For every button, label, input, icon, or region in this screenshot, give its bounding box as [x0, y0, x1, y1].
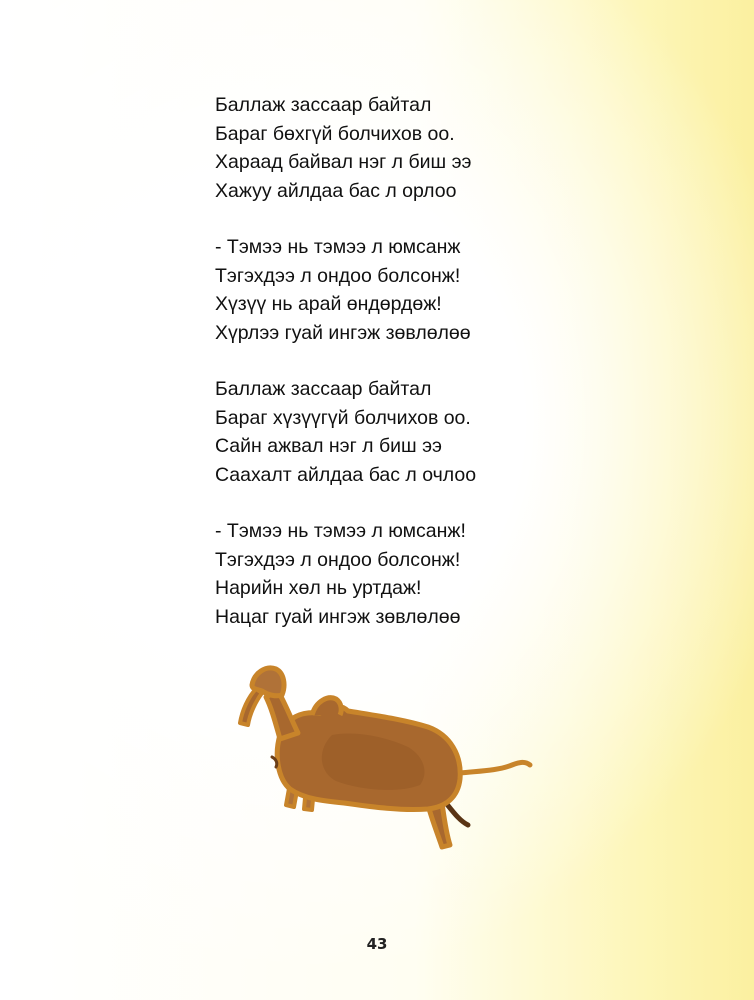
poem-line: Хажуу айлдаа бас л орлоо: [215, 179, 457, 202]
poem-line: Хүрлээ гуай ингэж зөвлөлөө: [215, 321, 471, 344]
poem-line: Бараг бөхгүй болчихов оо.: [215, 122, 455, 145]
camel-back-leg: [446, 803, 468, 825]
stanza: [215, 233, 635, 347]
poem-line: Сайн ажвал нэг л биш ээ: [215, 435, 442, 457]
poem-line: Нарийн хөл нь уртдаж!: [215, 577, 422, 599]
poem-line: Тэгэхдээ л ондоо болсонж!: [215, 264, 461, 287]
poem-line: Хараад байвал нэг л биш ээ: [215, 151, 472, 173]
poem-line: - Тэмээ нь тэмээ л юмсанж: [215, 236, 461, 258]
camel-drawing-icon: [232, 655, 542, 865]
poem: [215, 91, 635, 659]
stanza: [215, 517, 635, 631]
poem-line: Баллаж зассаар байтал: [215, 378, 432, 400]
camel-ear: [240, 689, 262, 725]
stanza: [215, 91, 635, 205]
camel-detail: [272, 757, 277, 767]
poem-line: Баллаж зассаар байтал: [215, 94, 432, 116]
poem-line: Саахалт айлдаа бас л очлоо: [215, 463, 477, 486]
poem-line: Нацаг гуай ингэж зөвлөлөө: [215, 605, 461, 628]
poem-line: - Тэмээ нь тэмээ л юмсанж!: [215, 520, 466, 542]
camel-hump: [312, 698, 341, 715]
camel-tail: [460, 762, 530, 773]
stanza: [215, 375, 635, 489]
poem-line: Тэгэхдээ л ондоо болсонж!: [215, 548, 461, 571]
poem-line: Хүзүү нь арай өндөрдөж!: [215, 293, 442, 315]
page-number: 43: [366, 935, 388, 953]
poem-line: Бараг хүзүүгүй болчихов оо.: [215, 406, 471, 429]
